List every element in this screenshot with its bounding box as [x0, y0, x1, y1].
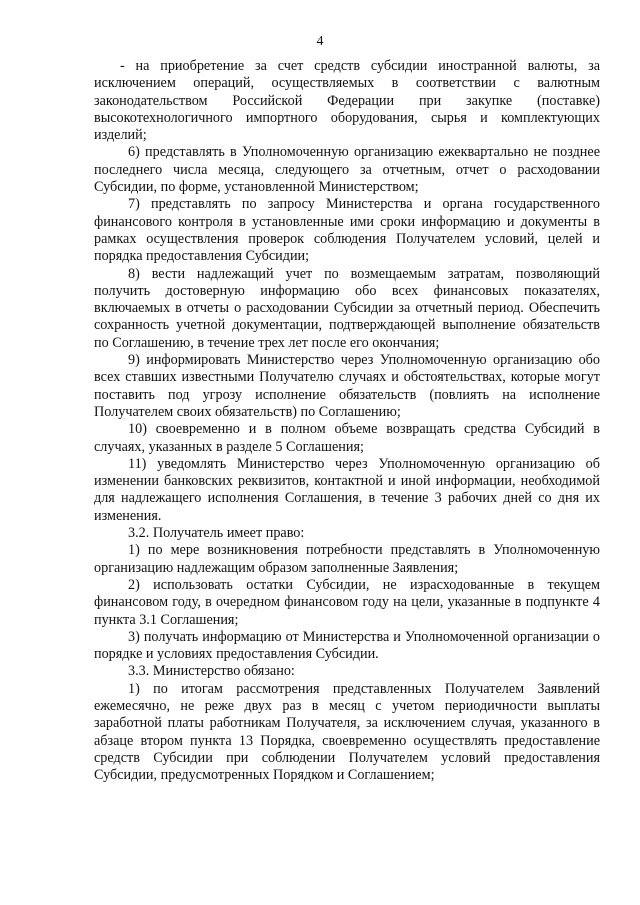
section-heading-3-3: 3.3. Министерство обязано: [128, 663, 295, 680]
page-number: 4 [316, 34, 324, 49]
paragraph-item-10-return-funds: 10) своевременно и в полном объеме возвращать средства Субсидий в случаях, указанных в разделе 5 Соглашения; [94, 421, 600, 455]
section-heading-3-2: 3.2. Получатель имеет право: [128, 525, 305, 542]
paragraph-item-9-inform-ministry: 9) информировать Министерство через Уполномоченную организацию обо всех ставших известными Получателю случаях и обстоятельствах, которые могут поставить под угрозу исполнение обязательств (повлиять на исполнение Получателем своих обязательств) по Соглашению; [94, 352, 600, 420]
paragraph-item-8-accounting: 8) вести надлежащий учет по возмещаемым затратам, позволяющий получить достоверную информацию обо всех финансовых показателях, включаемых в отчеты о расходовании Субсидии за отчетный период. Обеспечить сохранность учетной документации, подтверждающей выполнение обязательств по Соглашению, в течение трех лет после его окончания; [94, 265, 600, 351]
paragraph-right-2-remaining-funds: 2) использовать остатки Субсидии, не израсходованные в текущем финансовом году, в очередном финансовом году на цели, указанные в подпункте 4 пункта 3.1 Соглашения; [94, 576, 600, 628]
paragraph-right-1-applications: 1) по мере возникновения потребности представлять в Уполномоченную организацию надлежащим образом заполненные Заявления; [94, 542, 600, 576]
paragraph-item-11-notify-changes: 11) уведомлять Министерство через Уполномоченную организацию об изменении банковских реквизитов, контактной и иной информации, необходимой для надлежащего исполнения Соглашения, в течение 3 рабочих дней со дня их изменения. [94, 455, 600, 524]
paragraph-right-3-information: 3) получать информацию от Министерства и Уполномоченной организации о порядке и условиях предоставления Субсидии. [94, 628, 600, 663]
paragraph-item-6-quarterly-report: 6) представлять в Уполномоченную организацию ежеквартально не позднее последнего числа месяца, следующего за отчетным, отчет о расходовании Субсидии, по форме, установленной Министерством; [94, 144, 600, 196]
paragraph-duty-1-provide-subsidy: 1) по итогам рассмотрения представленных Получателем Заявлений ежемесячно, не реже двух раз в месяц с учетом периодичности выплаты заработной платы работникам Получателя, за исключением случая, указанного в абзаце втором пункта 13 Порядка, своевременно осуществлять предоставление средств Субсидии при соблюдении Получателем условий предоставления Субсидии, предусмотренных Порядком и Соглашением; [94, 680, 600, 784]
paragraph-currency-restriction: - на приобретение за счет средств субсидии иностранной валюты, за исключением операций, осуществляемых в соответствии с валютным законодательством Российской Федерации при закупке (поставке) высокотехнологичного импортного оборудования, сырья и комплектующих изделий; [94, 58, 600, 144]
paragraph-item-7-information-request: 7) представлять по запросу Министерства и органа государственного финансового контроля в установленные ими сроки информацию и документы в рамках осуществления проверок соблюдения Получателем условий, целей и порядка предоставления Субсидии; [94, 196, 600, 265]
document-body [94, 58, 600, 784]
